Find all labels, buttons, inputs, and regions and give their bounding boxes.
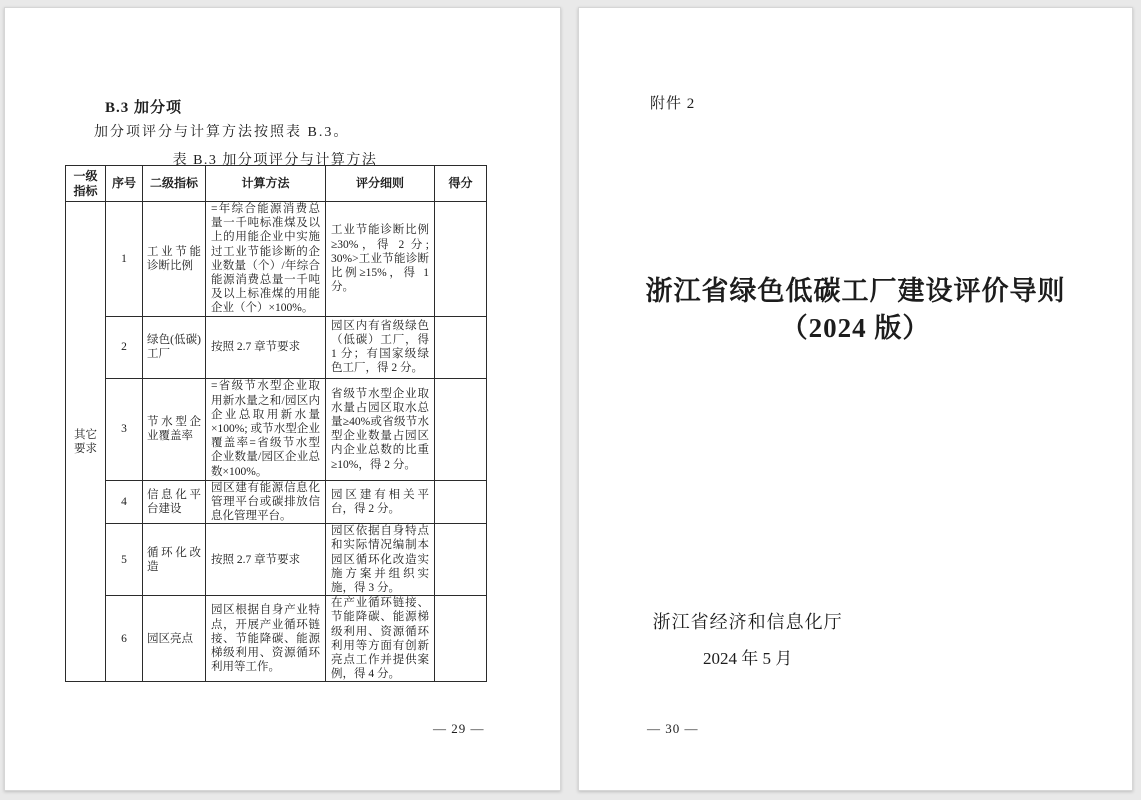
- serial-no-cell: 1: [106, 202, 143, 317]
- indicator-cell: 绿色(低碳)工厂: [143, 316, 206, 378]
- header-level1-indicator: 一级指标: [66, 166, 106, 202]
- bonus-items-table: [65, 165, 487, 682]
- score-cell: [435, 480, 487, 524]
- level1-group-cell: 其它要求: [66, 202, 106, 682]
- method-cell: 园区建有能源信息化管理平台或碳排放信息化管理平台。: [206, 480, 326, 524]
- method-cell: =年综合能源消费总量一千吨标准煤及以上的用能企业中实施过工业节能诊断的企业数量（个）/年综合能源消费总量一千吨及以上标准煤的用能企业（个）×100%。: [206, 202, 326, 317]
- header-serial-no: 序号: [106, 166, 143, 202]
- rule-cell: 在产业循环链接、节能降碳、能源梯级利用、资源循环利用等方面有创新亮点工作并提供案例，得 4 分。: [326, 596, 435, 682]
- header-calc-method: 计算方法: [206, 166, 326, 202]
- header-level2-indicator: 二级指标: [143, 166, 206, 202]
- serial-no-cell: 3: [106, 378, 143, 480]
- method-cell: =省级节水型企业取用新水量之和/园区内企业总取用新水量×100%; 或节水型企业覆盖率=省级节水型企业数量/园区企业总数×100%。: [206, 378, 326, 480]
- indicator-cell: 园区亮点: [143, 596, 206, 682]
- table-row: [66, 316, 487, 378]
- header-score: 得分: [435, 166, 487, 202]
- serial-no-cell: 6: [106, 596, 143, 682]
- attachment-label: 附件 2: [650, 96, 696, 112]
- rule-cell: 工业节能诊断比例≥30%，得 2 分; 30%>工业节能诊断比例≥15%，得 1 分。: [326, 202, 435, 317]
- method-cell: 按照 2.7 章节要求: [206, 316, 326, 378]
- score-cell: [435, 378, 487, 480]
- table-caption: 表 B.3 加分项评分与计算方法: [172, 153, 378, 168]
- method-cell: 按照 2.7 章节要求: [206, 524, 326, 596]
- serial-no-cell: 2: [106, 316, 143, 378]
- rule-cell: 园区内有省级绿色（低碳）工厂，得 1 分；有国家级绿色工厂，得 2 分。: [326, 316, 435, 378]
- rule-cell: 园区建有相关平台，得 2 分。: [326, 480, 435, 524]
- table-row: [66, 378, 487, 480]
- section-heading: B.3 加分项: [105, 100, 183, 116]
- indicator-cell: 节水型企业覆盖率: [143, 378, 206, 480]
- indicator-cell: 信息化平台建设: [143, 480, 206, 524]
- serial-no-cell: 5: [106, 524, 143, 596]
- intro-text: 加分项评分与计算方法按照表 B.3。: [94, 125, 350, 140]
- rule-cell: 园区依据自身特点和实际情况编制本园区循环化改造实施方案并组织实施，得 3 分。: [326, 524, 435, 596]
- document-page-30: [578, 7, 1133, 791]
- score-cell: [435, 316, 487, 378]
- publication-date: 2024 年 5 月: [703, 649, 793, 668]
- table-row: [66, 524, 487, 596]
- indicator-cell: 工业节能诊断比例: [143, 202, 206, 317]
- method-cell: 园区根据自身产业特点，开展产业循环链接、节能降碳、能源梯级利用、资源循环利用等工作。: [206, 596, 326, 682]
- rule-cell: 省级节水型企业取水量占园区取水总量≥40%或省级节水型企业数量占园区内企业总数的比重≥10%，得 2 分。: [326, 378, 435, 480]
- indicator-cell: 循环化改造: [143, 524, 206, 596]
- score-cell: [435, 202, 487, 317]
- serial-no-cell: 4: [106, 480, 143, 524]
- table-row: [66, 480, 487, 524]
- header-scoring-rule: 评分细则: [326, 166, 435, 202]
- table-row: [66, 596, 487, 682]
- page-number-30: — 30 —: [647, 721, 699, 736]
- score-cell: [435, 596, 487, 682]
- issuer-name: 浙江省经济和信息化厅: [652, 612, 843, 632]
- document-title-line1: 浙江省绿色低碳工厂建设评价导则: [645, 276, 1066, 306]
- document-title: [579, 273, 1132, 347]
- table-header-row: [66, 166, 487, 202]
- page-number-29: — 29 —: [433, 721, 485, 736]
- document-title-line2: （2024 版）: [780, 313, 931, 343]
- score-cell: [435, 524, 487, 596]
- document-page-29: [4, 7, 561, 791]
- table-row: [66, 202, 487, 317]
